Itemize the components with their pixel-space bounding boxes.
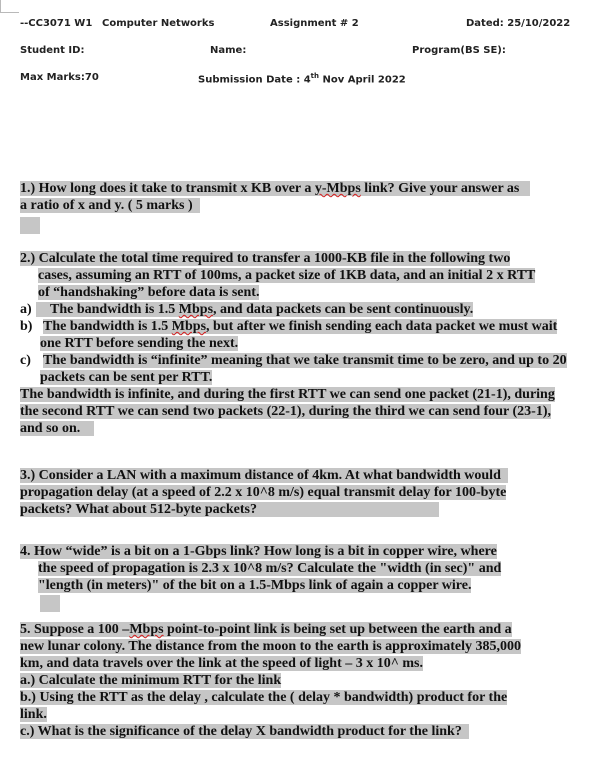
program-label: Program(BS SE): (412, 45, 506, 56)
question-3-line-2: propagation delay (at a speed of 2.2 x 10^8 m/s) equal transmit delay for 100-byte (20, 485, 507, 500)
name-label: Name: (210, 45, 247, 56)
question-2-item-a: a) The bandwidth is 1.5 Mbps, and data packets can be sent continuously. (20, 302, 474, 317)
question-2-item-b: b) The bandwidth is 1.5 Mbps, but after we finish sending each data packet we must wait (20, 319, 558, 334)
question-2-answer-2: the second RTT we can send two packets (22-1), during the third we can send four (23-1), (20, 404, 551, 419)
question-5 (20, 621, 521, 740)
spellcheck-underline: Mbps (178, 302, 214, 317)
question-5-part-b-cont: link. (20, 707, 47, 722)
question-5-part-b: b.) Using the RTT as the delay , calculate the ( delay * bandwidth) product for the (20, 690, 508, 705)
question-5-line-2: new lunar colony. The distance from the moon to the earth is approximately 385,000 (20, 639, 522, 654)
question-5-part-a: a.) Calculate the minimum RTT for the link (20, 673, 282, 688)
course-subject: Computer Networks (102, 18, 215, 29)
question-2-line-3: of “handshaking” before data is sent. (38, 285, 260, 300)
question-5-part-c: c.) What is the significance of the delay X bandwidth product for the link? (20, 723, 521, 740)
question-1 (20, 180, 530, 234)
question-2 (20, 250, 567, 437)
question-1-line-1: 1.) How long does it take to transmit x KB over a y-Mbps link? Give your answer as (20, 180, 530, 197)
page-corner-mark (0, 0, 19, 13)
question-2-line-1: 2.) Calculate the total time required to transfer a 1000-KB file in the following two (20, 251, 511, 266)
question-2-item-c-cont: packets can be sent per RTT. (40, 370, 213, 385)
question-3-line-3: packets? What about 512-byte packets? (20, 501, 508, 518)
spellcheck-underline: Mbps (171, 319, 207, 334)
spellcheck-underline: Mbps (129, 622, 164, 637)
question-1-line-2: a ratio of x and y. ( 5 marks ) (20, 197, 530, 214)
course-code: --CC3071 W1 (20, 18, 93, 29)
question-2-answer-1: The bandwidth is infinite, and during the first RTT we can send one packet (21-1), during (20, 387, 555, 402)
assignment-title: Assignment # 2 (270, 18, 359, 29)
question-4-line-2: the speed of propagation is 2.3 x 10^8 m/s? Calculate the "width (in sec)" and (38, 561, 502, 576)
date-label: Dated: 25/10/2022 (466, 18, 571, 29)
question-2-line-2: cases, assuming an RTT of 100ms, a packet size of 1KB data, and an initial 2 x RTT (38, 268, 536, 283)
max-marks-label: Max Marks:70 (20, 72, 99, 83)
question-3 (20, 467, 508, 518)
question-4 (20, 543, 501, 612)
highlight-block (40, 595, 60, 612)
question-2-item-b-cont: one RTT before sending the next. (40, 336, 239, 351)
question-3-line-1: 3.) Consider a LAN with a maximum distance of 4km. At what bandwidth would (20, 467, 508, 484)
question-2-answer-3: and so on. (20, 420, 567, 437)
spellcheck-underline: y-Mbps (314, 181, 361, 196)
question-4-line-1: 4. How “wide” is a bit on a 1-Gbps link? How long is a bit in copper wire, where (20, 544, 497, 559)
submission-date-label: Submission Date : 4th Nov April 2022 (198, 72, 406, 86)
highlight-block (20, 217, 40, 234)
question-5-line-1: 5. Suppose a 100 –Mbps point-to-point link is being set up between the earth and a (20, 622, 512, 637)
question-4-line-3: "length (in meters)" of the bit on a 1.5-Mbps link of again a copper wire. (38, 578, 472, 593)
question-5-line-3: km, and data travels over the link at the speed of light – 3 x 10^ ms. (20, 656, 423, 671)
student-id-label: Student ID: (20, 45, 85, 56)
question-2-item-c: c) The bandwidth is “infinite” meaning that we take transmit time to be zero, and up to 20 (20, 353, 567, 368)
